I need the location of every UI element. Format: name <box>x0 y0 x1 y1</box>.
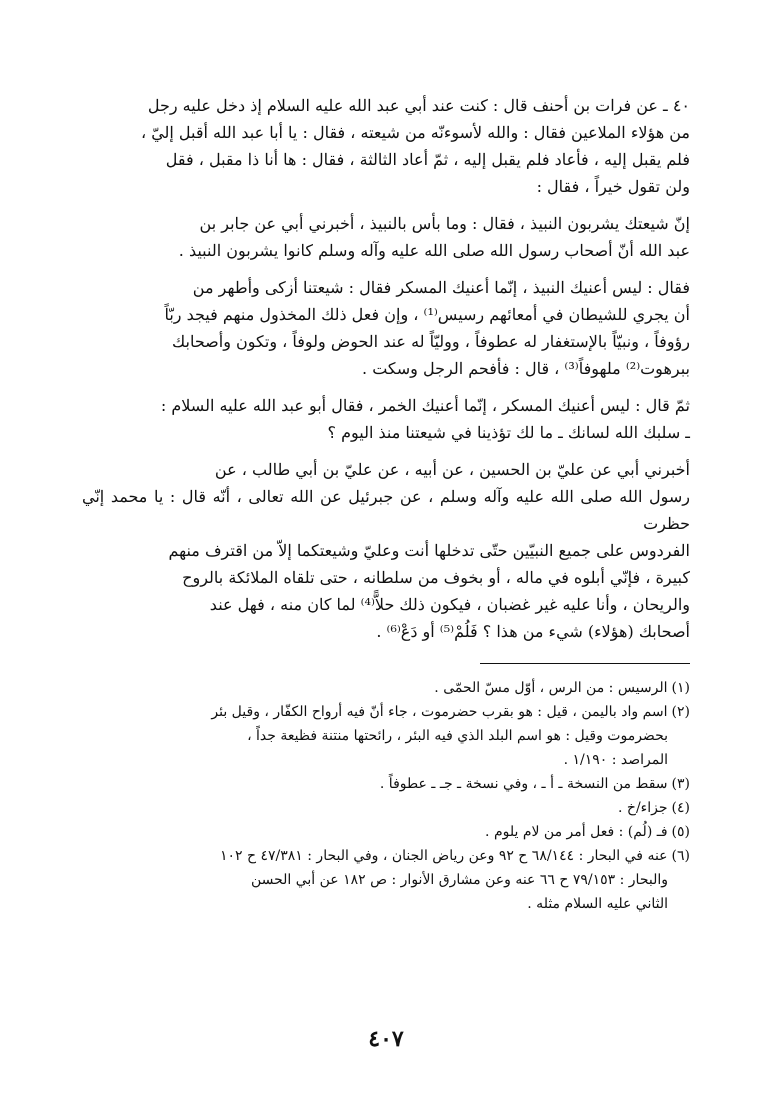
text-line: رسول الله صلى الله عليه وآله وسلم ، عن جبرئيل عن الله تعالى ، أنّه قال : يا محمد إنّي حظرت <box>82 487 690 533</box>
footnote-number: (٢) <box>671 704 690 720</box>
text-line: إنّ شيعتك يشربون النبيذ ، فقال : وما بأس بالنبيذ ، أخبرني أبي عن جابر بن <box>199 214 690 233</box>
footnote-3 <box>82 772 690 796</box>
page-body <box>82 92 690 916</box>
footnote-text: بحضرموت وقيل : هو اسم البلد الذي فيه البئر ، رائحتها منتنة فظيعة جداً ، <box>247 728 668 744</box>
footnote-number: (٣) <box>671 776 690 792</box>
footnote-text: جزاء/خ . <box>618 800 668 816</box>
text-line: عبد الله أنّ أصحاب رسول الله صلى الله عليه وآله وسلم كانوا يشربون النبيذ . <box>178 241 690 260</box>
footnote-text: الثاني عليه السلام مثله . <box>527 896 668 912</box>
footnote-text: سقط من النسخة ـ أ ـ ، وفي نسخة ـ جـ ـ عطوفاً . <box>379 776 668 792</box>
text-line: ببرهوت⁽²⁾ ملهوفاً⁽³⁾ ، قال : فأفحم الرجل وسكت . <box>362 359 690 378</box>
footnote-text: والبحار : ٧٩/١٥٣ ح ٦٦ عنه وعن مشارق الأنوار : ص ١٨٢ عن أبي الحسن <box>250 872 668 888</box>
text-line: ولن تقول خيراً ، فقال : <box>536 177 690 196</box>
text-line: الفردوس على جميع النبيّين حتّى تدخلها أنت وعليّ وشيعتكما إلاّ من اقترف منهم <box>168 541 690 560</box>
footnote-1 <box>82 676 690 700</box>
text-line: ٤٠ ـ عن فرات بن أحنف قال : كنت عند أبي عبد الله عليه السلام إذ دخل عليه رجل <box>147 96 690 115</box>
paragraph-2 <box>82 210 690 264</box>
footnote-number: (٥) <box>671 824 690 840</box>
footnote-4 <box>82 796 690 820</box>
text-line: أصحابك (هؤلاء) شيء من هذا ؟ فَلُمْ⁽⁵⁾ أو دَعْ⁽⁶⁾ . <box>376 622 690 641</box>
footnote-5 <box>82 820 690 844</box>
text-line: أن يجري للشيطان في أمعائهم رسيس⁽¹⁾ ، وإن فعل ذلك المخذول منهم فيجد ربّاً <box>164 305 690 324</box>
text-line: كبيرة ، فإنّي أبلوه في ماله ، أو بخوف من سلطانه ، حتى تلقاه الملائكة بالروح <box>182 568 690 587</box>
text-line: رؤوفاً ، ونبيّاً بالإستغفار له عطوفاً ، ووليّاً له عند الحوض ولوفاً ، وتكون وأصحابك <box>172 332 690 351</box>
paragraph-5 <box>82 456 690 645</box>
paragraph-4 <box>82 392 690 446</box>
paragraph-3 <box>82 274 690 382</box>
text-line: فلم يقبل إليه ، فأعاد فلم يقبل إليه ، ثمّ أعاد الثالثة ، فقال : ها أنا ذا مقبل ، فقل <box>165 150 690 169</box>
text-line: ثمّ قال : ليس أعنيك المسكر ، إنّما أعنيك الخمر ، فقال أبو عبد الله عليه السلام : <box>160 396 690 415</box>
text-line: فقال : ليس أعنيك النبيذ ، إنّما أعنيك المسكر فقال : شيعتنا أزكى وأطهر من <box>192 278 690 297</box>
footnote-number: (٤) <box>671 800 690 816</box>
footnote-text: عنه في البحار : ٦٨/١٤٤ ح ٩٢ وعن رياض الجنان ، وفي البحار : ٤٧/٣٨١ ح ١٠٢ <box>219 848 668 864</box>
footnotes <box>82 676 690 916</box>
paragraph-1 <box>82 92 690 200</box>
footnote-6 <box>82 844 690 916</box>
page-number: ٤٠٧ <box>368 1026 404 1052</box>
footnote-text: المراصد : ١/١٩٠ . <box>563 752 668 768</box>
footnote-text: الرسيس : من الرس ، أوّل مسّ الحمّى . <box>434 680 668 696</box>
footnote-text: فـ (لُم) : فعل أمر من لام يلوم . <box>485 824 668 840</box>
footnote-number: (٦) <box>671 848 690 864</box>
footnote-separator <box>480 663 690 664</box>
text-line: ـ سلبك الله لسانك ـ ما لك تؤذينا في شيعتنا منذ اليوم ؟ <box>327 423 690 442</box>
text-line: والريحان ، وأنا عليه غير غضبان ، فيكون ذلك حلاًّ⁽⁴⁾ لما كان منه ، فهل عند <box>209 595 690 614</box>
footnote-text: اسم واد باليمن ، قيل : هو بقرب حضرموت ، جاء أنّ فيه أرواح الكفّار ، وقيل بئر <box>211 704 668 720</box>
text-line: أخبرني أبي عن عليّ بن الحسين ، عن أبيه ، عن عليّ بن أبي طالب ، عن <box>214 460 690 479</box>
text-line: من هؤلاء الملاعين فقال : والله لأسوءنّه من شيعته ، فقال : يا أبا عبد الله أقبل إليّ ، <box>140 123 690 142</box>
footnote-number: (١) <box>671 680 690 696</box>
footnote-2 <box>82 700 690 772</box>
